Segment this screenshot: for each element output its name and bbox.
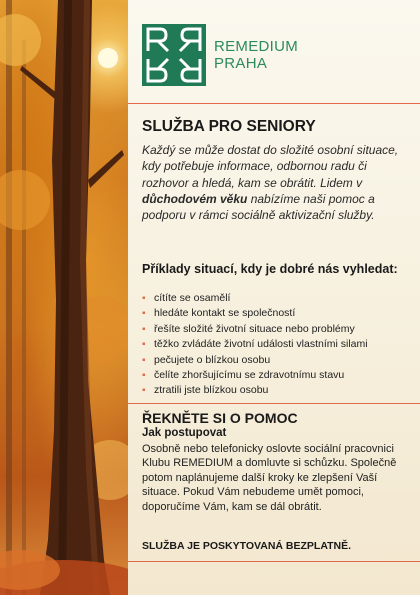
intro-text-2: nabízíme naši pomoc a podporu v rámci sociálně aktivizační služby. [142,191,375,223]
intro-highlight: důchodovém věku [142,191,248,206]
logo-line-1: REMEDIUM [214,38,299,55]
list-item: ▪ řešíte složité životní situace nebo problémy [142,322,368,337]
list-item: ▪ pečujete o blízkou osobu [142,353,368,368]
divider-middle [128,403,420,404]
list-item: ▪ těžko zvládáte životní události vlastními silami [142,337,368,352]
free-service-note: SLUŽBA JE POSKYTOVANÁ BEZPLATNĚ. [142,540,352,552]
list-item: ▪ ztratili jste blízkou osobu [142,383,368,398]
divider-bottom [128,561,420,562]
how-heading: Jak postupovat [142,427,227,439]
page-title: SLUŽBA PRO SENIORY [142,118,316,135]
examples-heading: Příklady situací, kdy je dobré nás vyhledat: [142,262,398,276]
how-paragraph: Osobně nebo telefonicky oslovte sociální pracovnici Klubu REMEDIUM a domluvte si schůzku. Společně potom naplánujeme další kroky ke zlepšení Vaší situace. Pokud Vám nebudeme umět pomoci, doporučíme Vám, kam se dál obrátit. [142,443,397,513]
examples-list [142,291,368,399]
intro-paragraph [142,142,404,223]
help-heading: ŘEKNĚTE SI O POMOC [142,410,298,426]
divider-top [128,103,420,104]
list-item: ▪ čelíte zhoršujícímu se zdravotnímu stavu [142,368,368,383]
remedium-logo-mark-icon [142,24,206,86]
intro-text-1: Každý se může dostat do složité osobní situace, kdy potřebuje informace, odbornou radu či rozhovor a hledá, kam se obrátit. Lidem v [142,143,399,190]
autumn-forest-photo [0,0,128,595]
remedium-logo [142,24,298,86]
logo-line-2: PRAHA [214,55,268,72]
list-item: ▪ hledáte kontakt se společností [142,306,368,321]
list-item: ▪ cítíte se osamělí [142,291,368,306]
tree-trunk-illustration [0,0,128,595]
